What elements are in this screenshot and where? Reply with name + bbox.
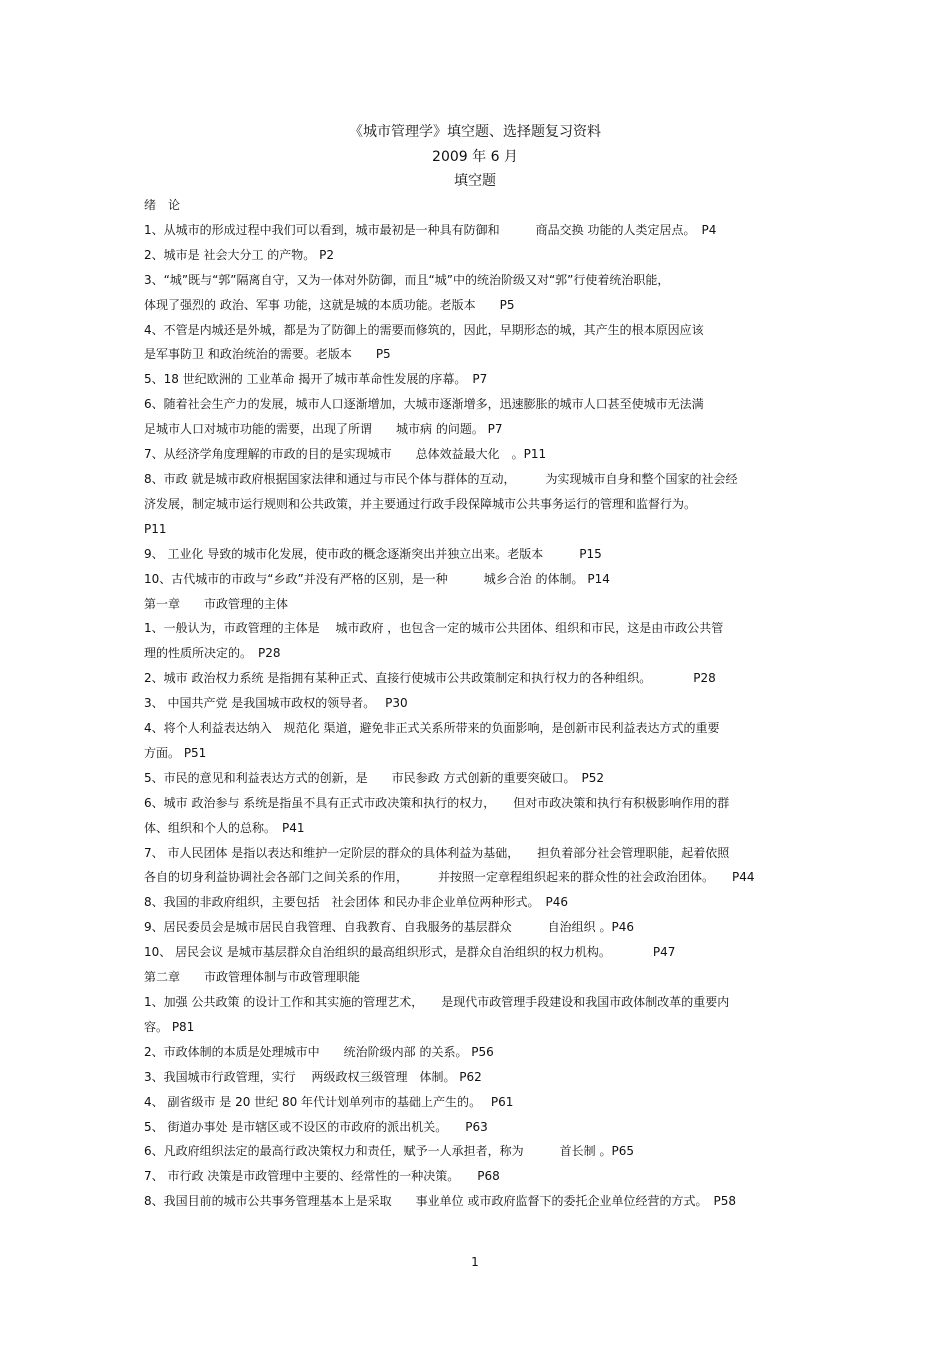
text-line: 理的性质所决定的。 P28: [144, 646, 281, 661]
text-line: 10、 居民会议 是城市基层群众自治组织的最高组织形式，是群众自治组织的权力机构。 P47: [144, 945, 676, 960]
text-line: 1、加强 公共政策 的设计工作和其实施的管理艺术， 是现代市政管理手段建设和我国市政体制改革的重要内: [144, 995, 730, 1009]
text-line: 10、古代城市的市政与“乡政”并没有严格的区别，是一种 城乡合治 的体制。 P14: [144, 571, 610, 586]
section-title: 填空题: [454, 173, 496, 189]
text-line: 7、 市行政 决策是市政管理中主要的、经常性的一种决策。 P68: [144, 1169, 500, 1184]
text-line: 体、组织和个人的总称。 P41: [144, 820, 305, 835]
page-number: 1: [471, 1255, 479, 1269]
text-line: 8、我国的非政府组织，主要包括 社会团体 和民办非企业单位两种形式。 P46: [144, 895, 568, 910]
text-line: 4、不管是内城还是外城，都是为了防御上的需要而修筑的，因此，早期形态的城，其产生的根本原因应该: [144, 322, 704, 337]
text-line: 4、 副省级市 是 20 世纪 80 年代计划单列市的基础上产生的。 P61: [144, 1094, 514, 1109]
text-line: 2、市政体制的本质是处理城市中 统治阶级内部 的关系。 P56: [144, 1044, 494, 1059]
text-line: 7、 市人民团体 是指以表达和维护一定阶层的群众的具体利益为基础， 担负着部分社会管理职能，起着依照: [144, 845, 730, 860]
text-line: 济发展，制定城市运行规则和公共政策，并主要通过行政手段保障城市公共事务运行的管理和监督行为。: [144, 496, 697, 511]
text-line: 5、18 世纪欧洲的 工业革命 揭开了城市革命性发展的序幕。 P7: [144, 372, 488, 387]
text-line: 1、一般认为，市政管理的主体是 城市政府 ，也包含一定的城市公共团体、组织和市民，这是由市政公共管: [144, 621, 724, 636]
text-line: 6、随着社会生产力的发展，城市人口逐渐增加，大城市逐渐增多，迅速膨胀的城市人口甚至使城市无法满: [144, 397, 704, 412]
chapter-heading: 绪 论: [144, 198, 181, 212]
document-date: 2009 年 6 月: [432, 149, 518, 165]
text-line: 容。 P81: [144, 1019, 195, 1034]
document-body: [144, 193, 824, 1214]
text-line: 5、市民的意见和利益表达方式的创新，是 市民参政 方式创新的重要突破口。 P52: [144, 770, 604, 785]
text-line: 9、 工业化 导致的城市化发展，使市政的概念逐渐突出并独立出来。老版本 P15: [144, 546, 602, 561]
text-line: 4、将个人利益表达纳入 规范化 渠道，避免非正式关系所带来的负面影响，是创新市民利益表达方式的重要: [144, 721, 720, 736]
text-line: 6、城市 政治参与 系统是指虽不具有正式市政决策和执行的权力， 但对市政决策和执行有积极影响作用的群: [144, 795, 730, 810]
text-line: 1、从城市的形成过程中我们可以看到，城市最初是一种具有防御和 商品交换 功能的人类定居点。 P4: [144, 222, 717, 237]
text-line: 体现了强烈的 政治、军事 功能，这就是城的本质功能。老版本 P5: [144, 297, 515, 312]
text-line: 2、城市 政治权力系统 是指拥有某种正式、直接行使城市公共政策制定和执行权力的各种组织。 P28: [144, 671, 716, 686]
text-line: 各自的切身利益协调社会各部门之间关系的作用， 并按照一定章程组织起来的群众性的社会政治团体。 P44: [144, 870, 755, 885]
text-line: 5、 街道办事处 是市辖区或不设区的市政府的派出机关。 P63: [144, 1119, 488, 1134]
chapter-heading: 第一章 市政管理的主体: [144, 596, 289, 611]
text-line: 方面。 P51: [144, 745, 207, 760]
chapter-heading: 第二章 市政管理体制与市政管理职能: [144, 970, 361, 985]
text-line: 8、市政 就是城市政府根据国家法律和通过与市民个体与群体的互动， 为实现城市自身和整个国家的社会经: [144, 471, 738, 486]
text-line: 2、城市是 社会大分工 的产物。 P2: [144, 247, 334, 262]
text-line: 9、居民委员会是城市居民自我管理、自我教育、自我服务的基层群众 自治组织 。P46: [144, 920, 634, 935]
text-line: 8、我国目前的城市公共事务管理基本上是采取 事业单位 或市政府监督下的委托企业单位经营的方式。 P58: [144, 1194, 736, 1209]
text-line: 3、我国城市行政管理，实行 两级政权三级管理 体制。 P62: [144, 1069, 482, 1084]
text-line: 3、“城”既与“郭”隔离自守，又为一体对外防御，而且“城”中的统治阶级又对“郭”行使着统治职能，: [144, 272, 670, 287]
document-title: 《城市管理学》填空题、选择题复习资料: [349, 124, 601, 140]
text-line: 6、凡政府组织法定的最高行政决策权力和责任，赋予一人承担者，称为 首长制 。P65: [144, 1144, 634, 1159]
text-line: 3、 中国共产党 是我国城市政权的领导者。 P30: [144, 696, 408, 711]
text-line: P11: [144, 521, 167, 536]
text-line: 是军事防卫 和政治统治的需要。老版本 P5: [144, 347, 391, 362]
text-line: 7、从经济学角度理解的市政的目的是实现城市 总体效益最大化 。P11: [144, 447, 547, 462]
text-line: 足城市人口对城市功能的需要，出现了所谓 城市病 的问题。 P7: [144, 422, 503, 437]
